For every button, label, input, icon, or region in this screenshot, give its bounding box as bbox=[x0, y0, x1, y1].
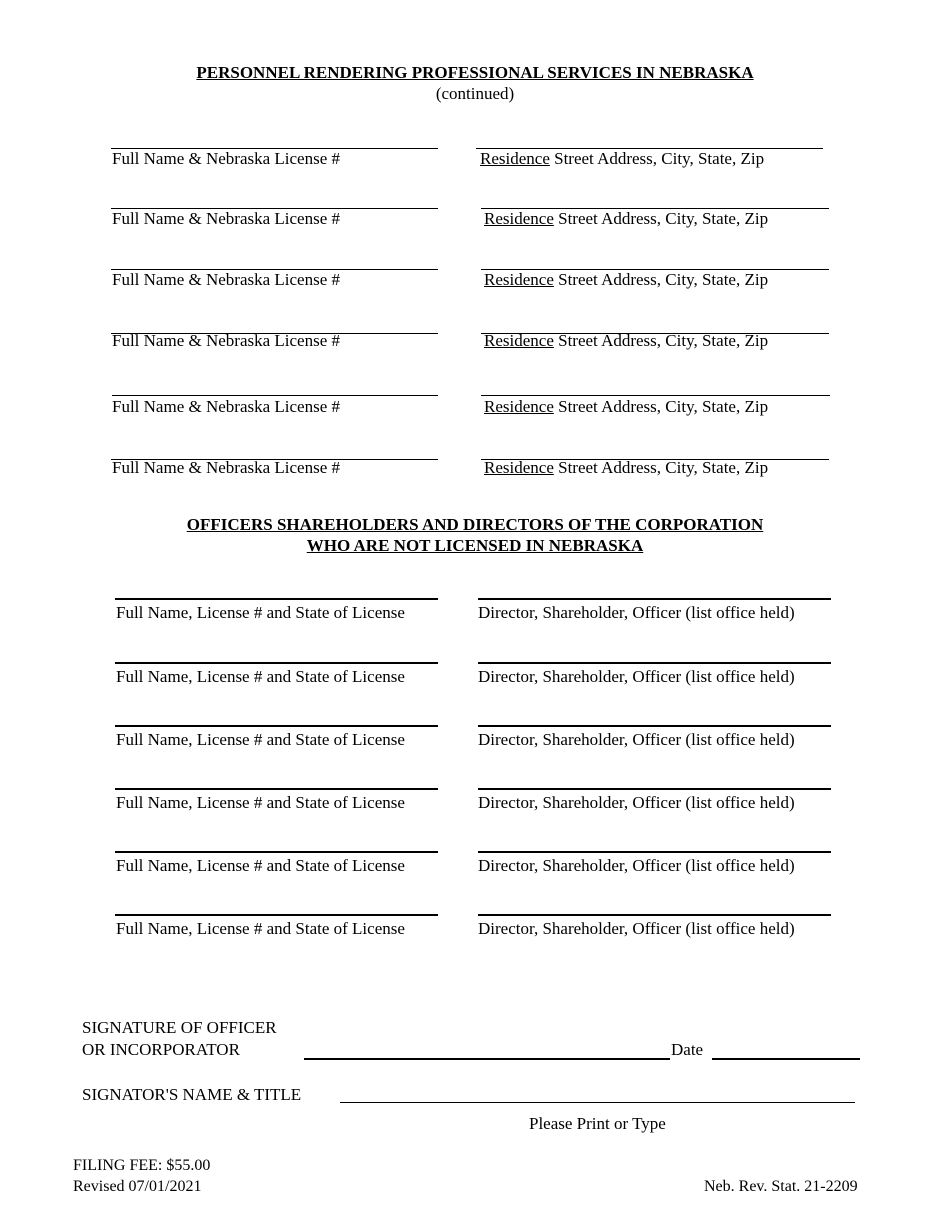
page-subtitle: (continued) bbox=[435, 84, 515, 103]
name-license-label: Full Name & Nebraska License # bbox=[112, 397, 341, 416]
office-held-label: Director, Shareholder, Officer (list office held) bbox=[478, 730, 795, 749]
office-held-label: Director, Shareholder, Officer (list office held) bbox=[478, 919, 795, 938]
name-license-label: Full Name & Nebraska License # bbox=[112, 331, 341, 350]
revised-date: Revised 07/01/2021 bbox=[73, 1178, 202, 1195]
office-held-field[interactable] bbox=[478, 598, 831, 600]
residence-address-label: Residence Street Address, City, State, Zip bbox=[480, 149, 765, 168]
section-heading-line1: OFFICERS SHAREHOLDERS AND DIRECTORS OF THE CORPORATION bbox=[186, 515, 764, 534]
residence-address-field[interactable] bbox=[481, 395, 830, 396]
name-license-state-field[interactable] bbox=[115, 662, 438, 664]
residence-address-label: Residence Street Address, City, State, Zip bbox=[484, 397, 769, 416]
name-license-state-field[interactable] bbox=[115, 851, 438, 853]
name-license-state-field[interactable] bbox=[115, 914, 438, 916]
date-field[interactable] bbox=[712, 1058, 860, 1060]
signature-field[interactable] bbox=[304, 1058, 670, 1060]
name-license-state-label: Full Name, License # and State of License bbox=[116, 856, 405, 875]
office-held-label: Director, Shareholder, Officer (list office held) bbox=[478, 793, 795, 812]
name-license-state-label: Full Name, License # and State of License bbox=[116, 667, 405, 686]
section-heading-line2: WHO ARE NOT LICENSED IN NEBRASKA bbox=[306, 536, 644, 555]
office-held-label: Director, Shareholder, Officer (list office held) bbox=[478, 603, 795, 622]
name-license-state-field[interactable] bbox=[115, 598, 438, 600]
name-license-label: Full Name & Nebraska License # bbox=[112, 458, 341, 477]
name-license-state-label: Full Name, License # and State of License bbox=[116, 730, 405, 749]
residence-address-label: Residence Street Address, City, State, Zip bbox=[484, 458, 769, 477]
name-license-field[interactable] bbox=[112, 395, 438, 396]
signature-label-line2: OR INCORPORATOR bbox=[82, 1040, 240, 1059]
name-license-label: Full Name & Nebraska License # bbox=[112, 209, 341, 228]
date-label: Date bbox=[671, 1040, 704, 1059]
name-license-label: Full Name & Nebraska License # bbox=[112, 149, 341, 168]
name-license-label: Full Name & Nebraska License # bbox=[112, 270, 341, 289]
residence-address-label: Residence Street Address, City, State, Zip bbox=[484, 270, 769, 289]
office-held-label: Director, Shareholder, Officer (list office held) bbox=[478, 667, 795, 686]
name-license-state-field[interactable] bbox=[115, 788, 438, 790]
signator-name-title-field[interactable] bbox=[340, 1102, 855, 1103]
office-held-field[interactable] bbox=[478, 851, 831, 853]
office-held-field[interactable] bbox=[478, 788, 831, 790]
office-held-label: Director, Shareholder, Officer (list office held) bbox=[478, 856, 795, 875]
signature-label-line1: SIGNATURE OF OFFICER bbox=[82, 1018, 277, 1037]
name-license-state-label: Full Name, License # and State of License bbox=[116, 919, 405, 938]
office-held-field[interactable] bbox=[478, 914, 831, 916]
page-title: PERSONNEL RENDERING PROFESSIONAL SERVICES IN NEBRASKA bbox=[196, 63, 754, 82]
filing-fee: FILING FEE: $55.00 bbox=[73, 1157, 211, 1174]
signator-name-title-label: SIGNATOR'S NAME & TITLE bbox=[82, 1085, 302, 1104]
residence-address-label: Residence Street Address, City, State, Zip bbox=[484, 331, 769, 350]
name-license-state-field[interactable] bbox=[115, 725, 438, 727]
statute-reference: Neb. Rev. Stat. 21-2209 bbox=[704, 1178, 858, 1195]
print-note: Please Print or Type bbox=[529, 1114, 666, 1133]
name-license-state-label: Full Name, License # and State of License bbox=[116, 603, 405, 622]
office-held-field[interactable] bbox=[478, 662, 831, 664]
office-held-field[interactable] bbox=[478, 725, 831, 727]
name-license-state-label: Full Name, License # and State of License bbox=[116, 793, 405, 812]
residence-address-label: Residence Street Address, City, State, Zip bbox=[484, 209, 769, 228]
